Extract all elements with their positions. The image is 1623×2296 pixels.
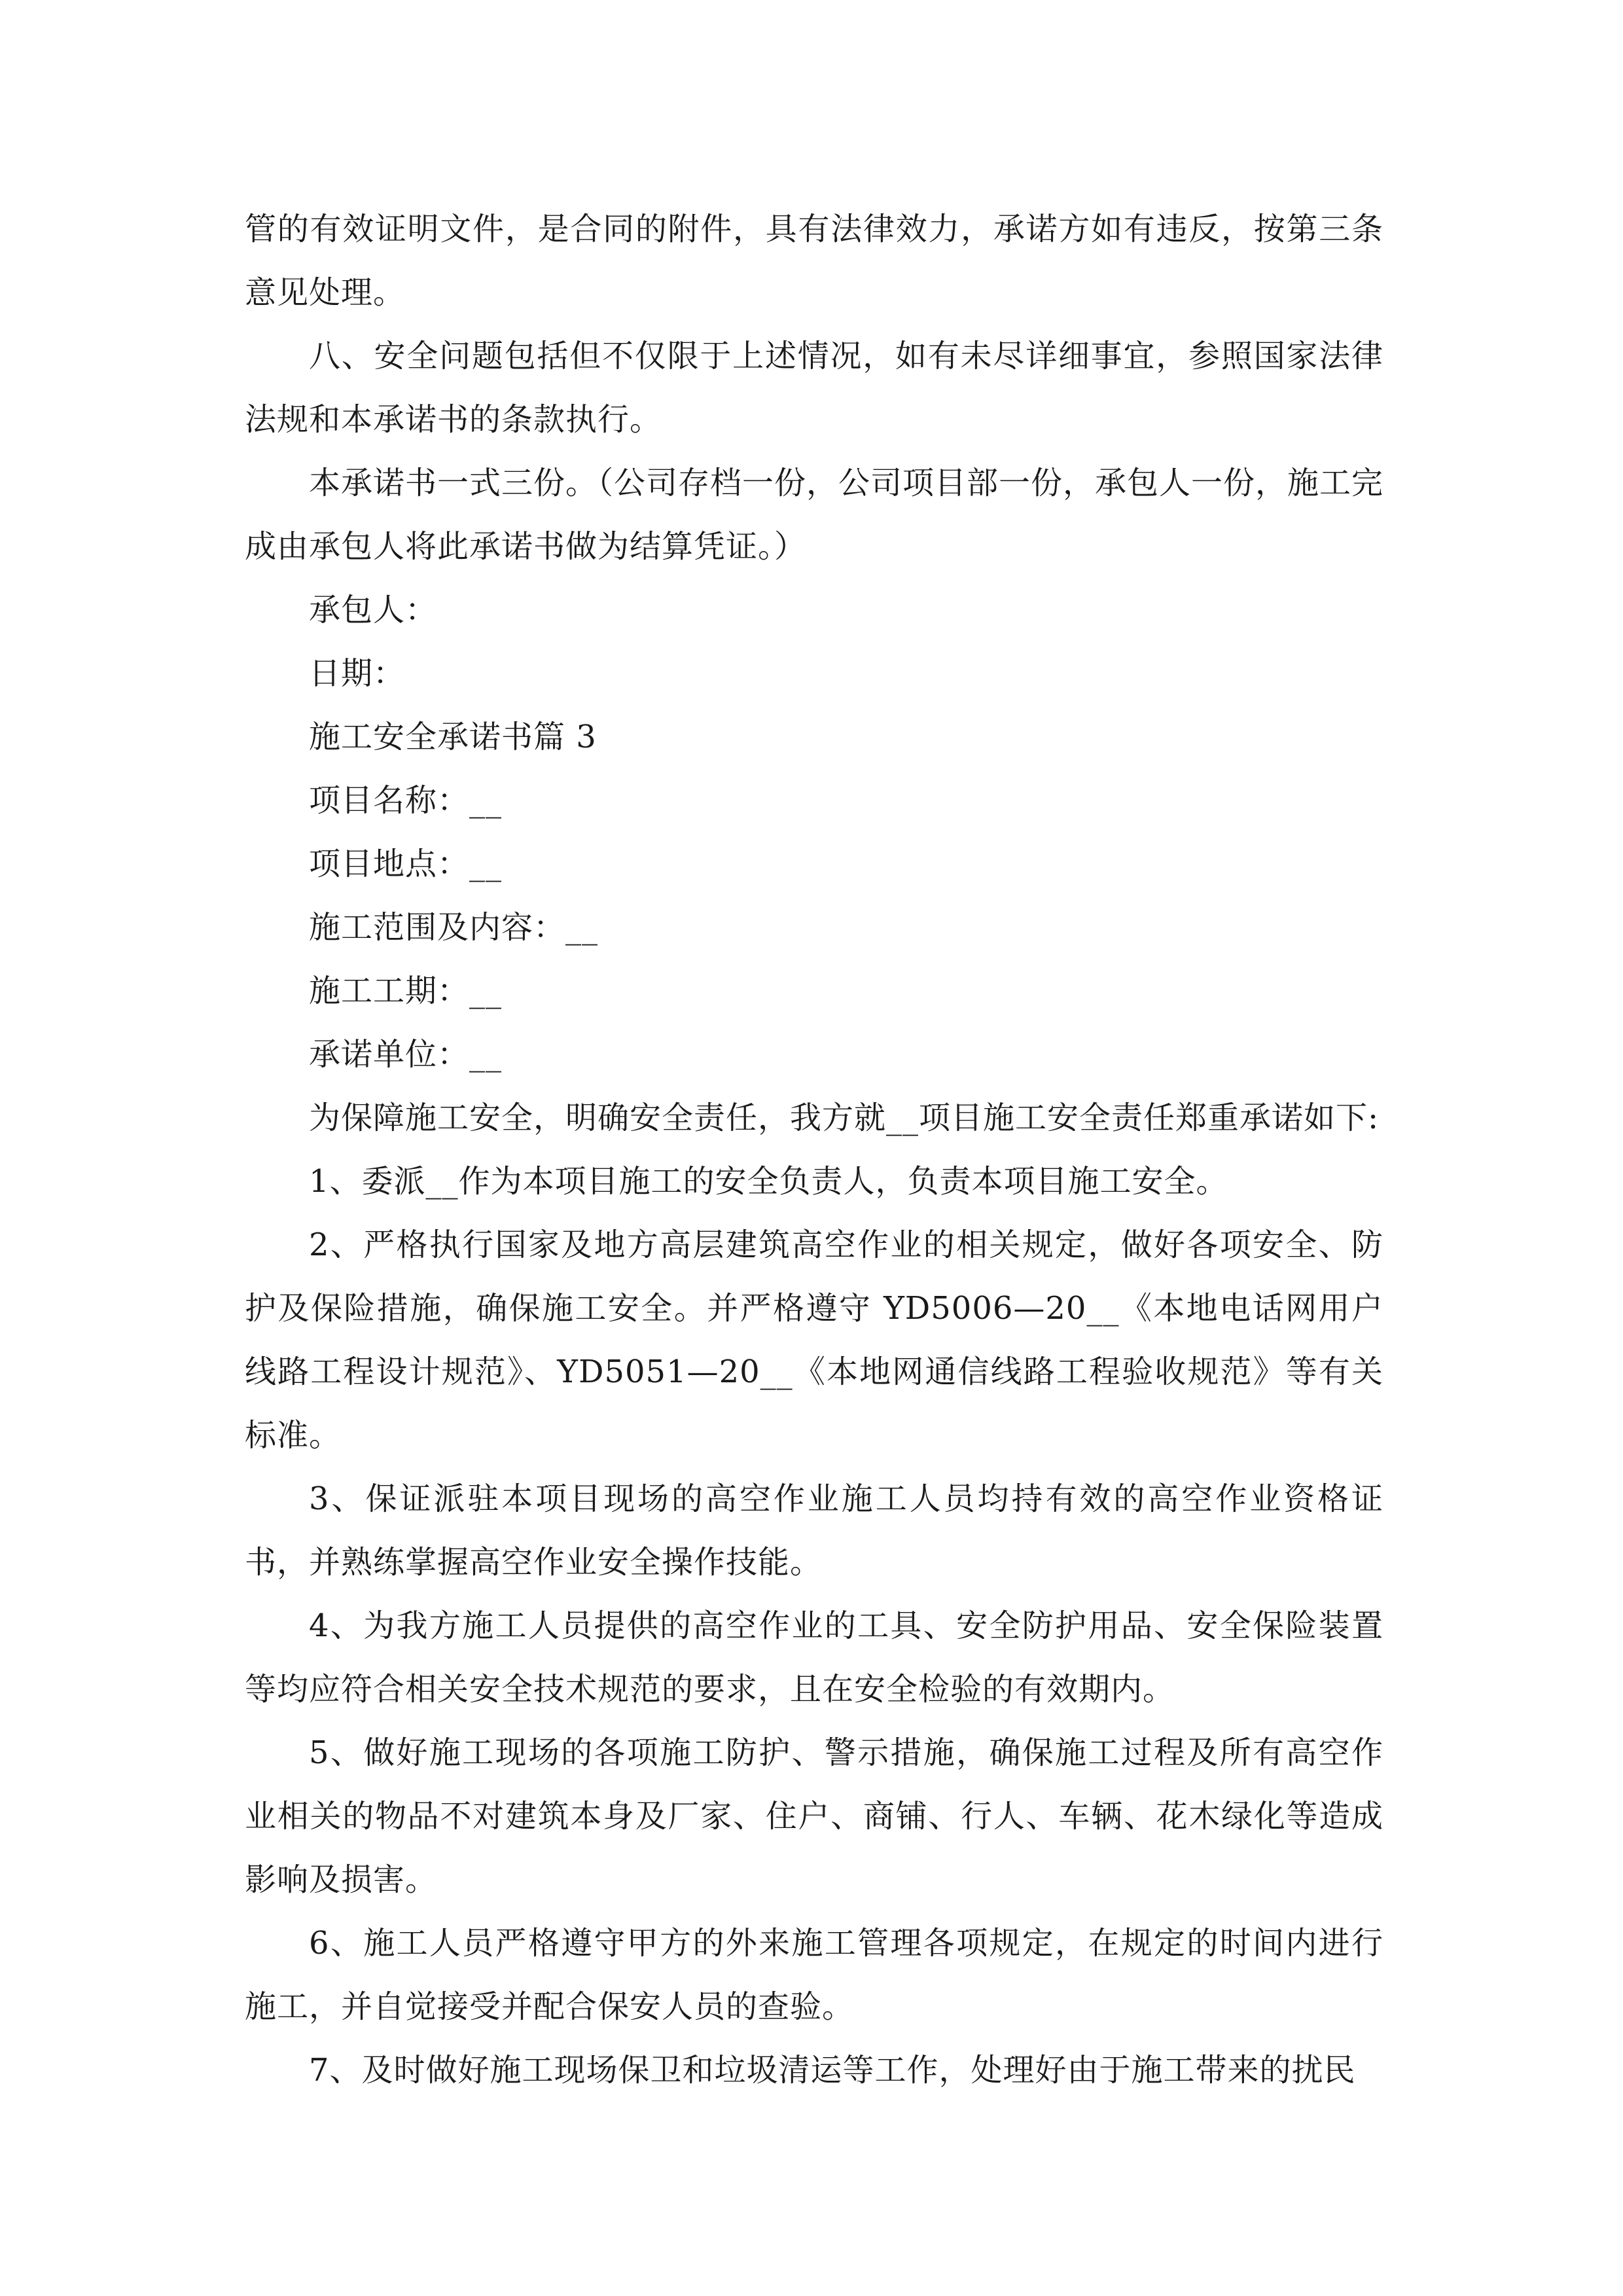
commitment-item-5: 5、做好施工现场的各项施工防护、警示措施，确保施工过程及所有高空作业相关的物品不对建筑本身及厂家、住户、商铺、行人、车辆、花木绿化等造成影响及损害。 xyxy=(245,1734,1383,1898)
date-label: 日期： xyxy=(309,655,406,692)
construction-scope-field: 施工范围及内容：__ xyxy=(309,909,599,946)
paragraph-continuation: 管的有效证明文件，是合同的附件，具有法律效力，承诺方如有违反，按第三条意见处理。 xyxy=(245,211,1383,311)
commitment-intro: 为保障施工安全，明确安全责任，我方就__项目施工安全责任郑重承诺如下: xyxy=(309,1100,1380,1136)
commitment-item-3: 3、保证派驻本项目现场的高空作业施工人员均持有效的高空作业资格证书，并熟练掌握高空作业安全操作技能。 xyxy=(245,1480,1383,1581)
commitment-item-1: 1、委派__作为本项目施工的安全负责人，负责本项目施工安全。 xyxy=(309,1163,1228,1200)
document-body xyxy=(245,198,1383,2102)
contractor-label: 承包人： xyxy=(309,592,438,628)
section-title: 施工安全承诺书篇 3 xyxy=(309,719,597,755)
project-location-field: 项目地点：__ xyxy=(309,846,503,882)
construction-period-field: 施工工期：__ xyxy=(309,973,503,1009)
commitment-item-6: 6、施工人员严格遵守甲方的外来施工管理各项规定，在规定的时间内进行施工，并自觉接受并配合保安人员的查验。 xyxy=(245,1925,1383,2025)
commitment-item-2: 2、严格执行国家及地方高层建筑高空作业的相关规定，做好各项安全、防护及保险措施，确保施工安全。并严格遵守 YD5006—20__《本地电话网用户线路工程设计规范》、YD5051—20__《本地网通信线路工程验收规范》等有关标准。 xyxy=(245,1227,1383,1454)
paragraph-item-8: 八、安全问题包括但不仅限于上述情况，如有未尽详细事宜，参照国家法律法规和本承诺书的条款执行。 xyxy=(245,338,1383,438)
committing-unit-field: 承诺单位：__ xyxy=(309,1036,503,1073)
project-name-field: 项目名称：__ xyxy=(309,782,503,819)
commitment-item-4: 4、为我方施工人员提供的高空作业的工具、安全防护用品、安全保险装置等均应符合相关安全技术规范的要求，且在安全检验的有效期内。 xyxy=(245,1607,1383,1708)
paragraph-copies-note: 本承诺书一式三份。（公司存档一份，公司项目部一份，承包人一份，施工完成由承包人将此承诺书做为结算凭证。） xyxy=(245,465,1384,565)
commitment-item-7: 7、及时做好施工现场保卫和垃圾清运等工作，处理好由于施工带来的扰民 xyxy=(309,2052,1356,2089)
